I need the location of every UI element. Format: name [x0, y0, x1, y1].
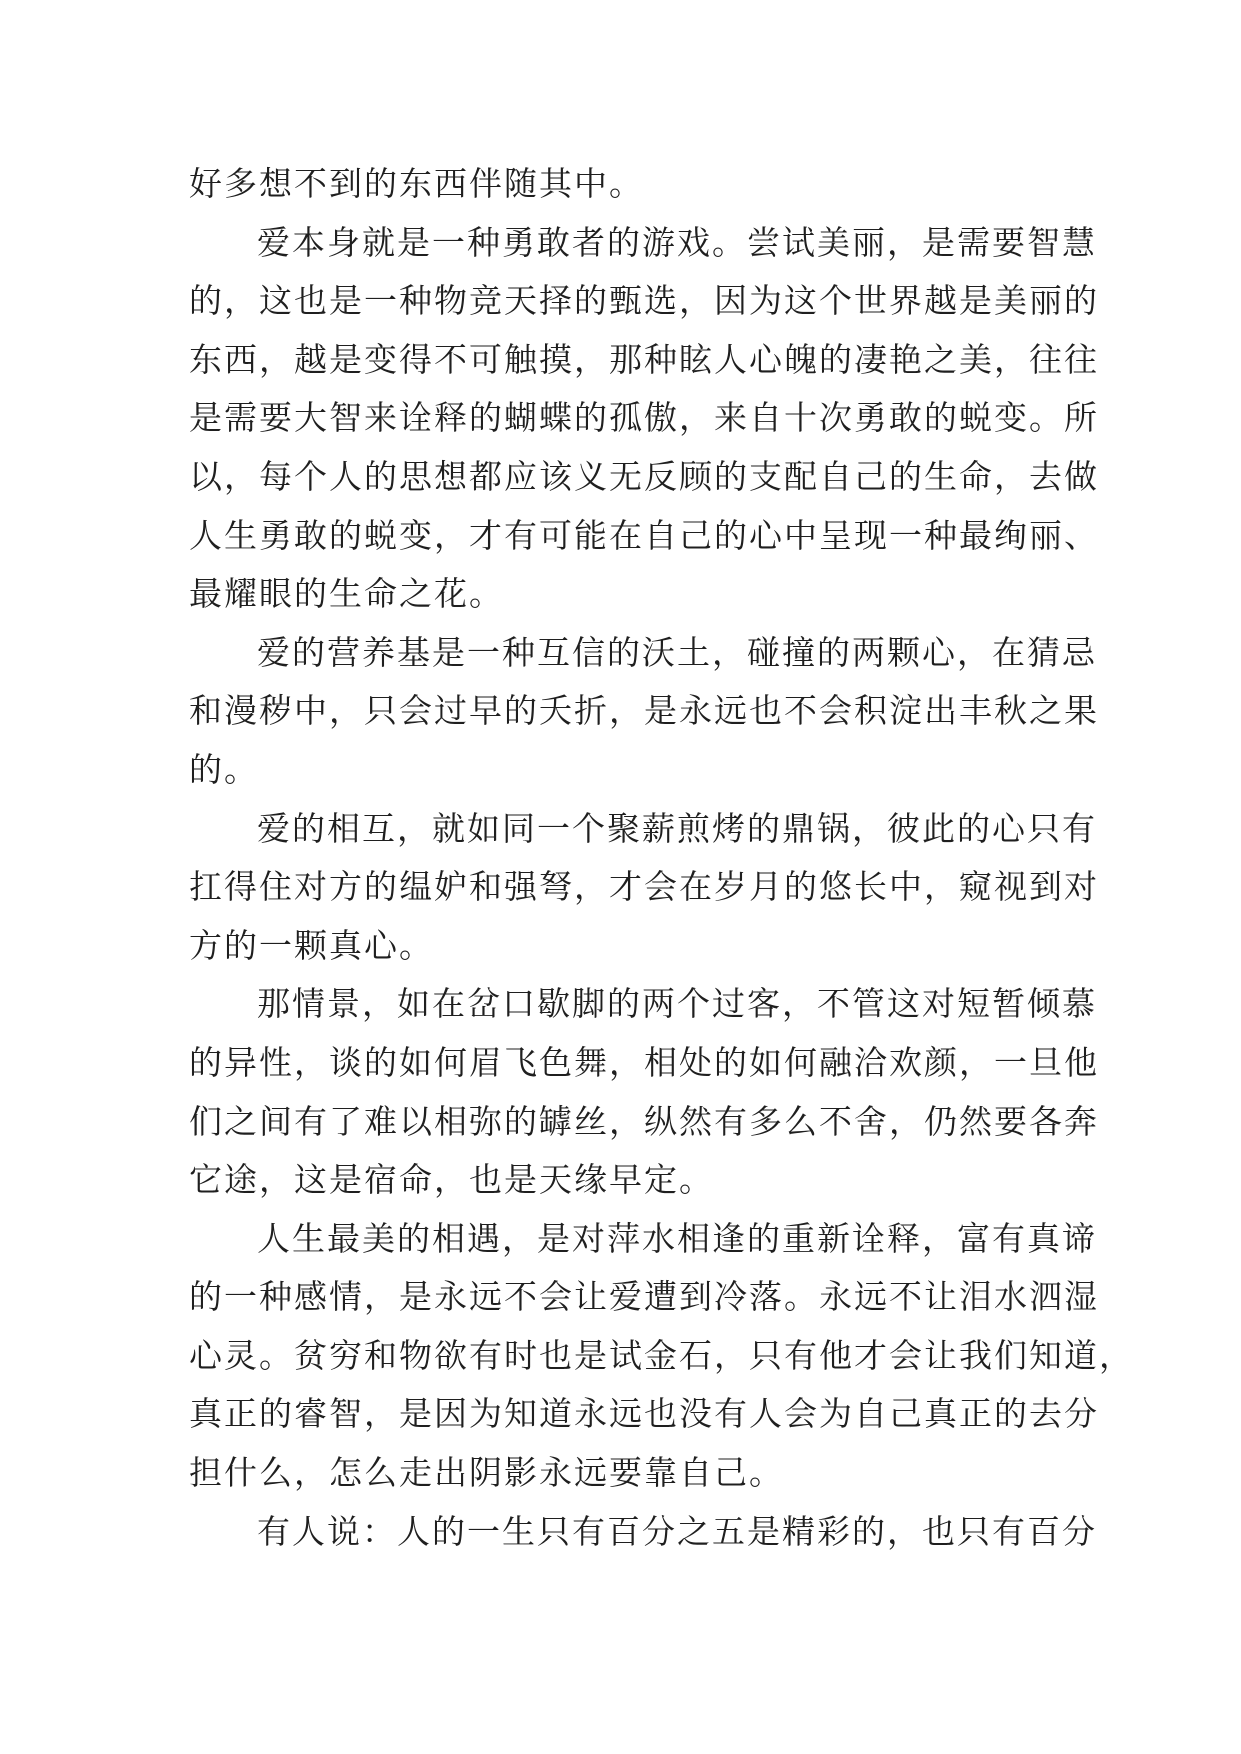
text-line: 人生勇敢的蜕变，才有可能在自己的心中呈现一种最绚丽、	[189, 515, 1099, 555]
text-line: 真正的睿智，是因为知道永远也没有人会为自己真正的去分	[189, 1394, 1099, 1434]
text-line: 爱的营养基是一种互信的沃土，碰撞的两颗心，在猜忌	[257, 632, 1097, 672]
text-line: 的。	[189, 749, 259, 789]
text-line: 那情景，如在岔口歇脚的两个过客，不管这对短暂倾慕	[257, 984, 1097, 1024]
text-line: 们之间有了难以相弥的罅丝，纵然有多么不舍，仍然要各奔	[189, 1101, 1099, 1141]
text-line: 方的一颗真心。	[189, 925, 434, 965]
text-line: 以，每个人的思想都应该义无反顾的支配自己的生命，去做	[189, 456, 1099, 496]
text-line: 好多想不到的东西伴随其中。	[189, 164, 644, 203]
text-line: 和漫秽中，只会过早的夭折，是永远也不会积淀出丰秋之果	[189, 691, 1099, 731]
text-line: 有人说：人的一生只有百分之五是精彩的，也只有百分	[257, 1511, 1097, 1551]
text-line: 它途，这是宿命，也是天缘早定。	[189, 1160, 714, 1200]
text-line: 最耀眼的生命之花。	[189, 574, 504, 614]
text-line: 人生最美的相遇，是对萍水相逢的重新诠释，富有真谛	[257, 1218, 1097, 1258]
text-line: 心灵。贫穷和物欲有时也是试金石，只有他才会让我们知道，	[189, 1335, 1134, 1375]
text-line: 的一种感情，是永远不会让爱遭到冷落。永远不让泪水泗湿	[189, 1277, 1099, 1317]
text-line: 是需要大智来诠释的蝴蝶的孤傲，来自十次勇敢的蜕变。所	[189, 398, 1099, 438]
text-line: 爱本身就是一种勇敢者的游戏。尝试美丽，是需要智慧	[257, 222, 1097, 262]
text-line: 东西，越是变得不可触摸，那种眩人心魄的凄艳之美，往往	[189, 339, 1099, 379]
text-line: 爱的相互，就如同一个聚薪煎烤的鼎锅，彼此的心只有	[257, 808, 1097, 848]
body-text	[189, 155, 1134, 1561]
text-line: 扛得住对方的缊妒和强弩，才会在岁月的悠长中，窥视到对	[189, 867, 1099, 907]
text-line: 的异性，谈的如何眉飞色舞，相处的如何融洽欢颜，一旦他	[189, 1042, 1099, 1082]
text-line: 担什么，怎么走出阴影永远要靠自己。	[189, 1453, 784, 1493]
text-line: 的，这也是一种物竞天择的甄选，因为这个世界越是美丽的	[189, 281, 1099, 321]
